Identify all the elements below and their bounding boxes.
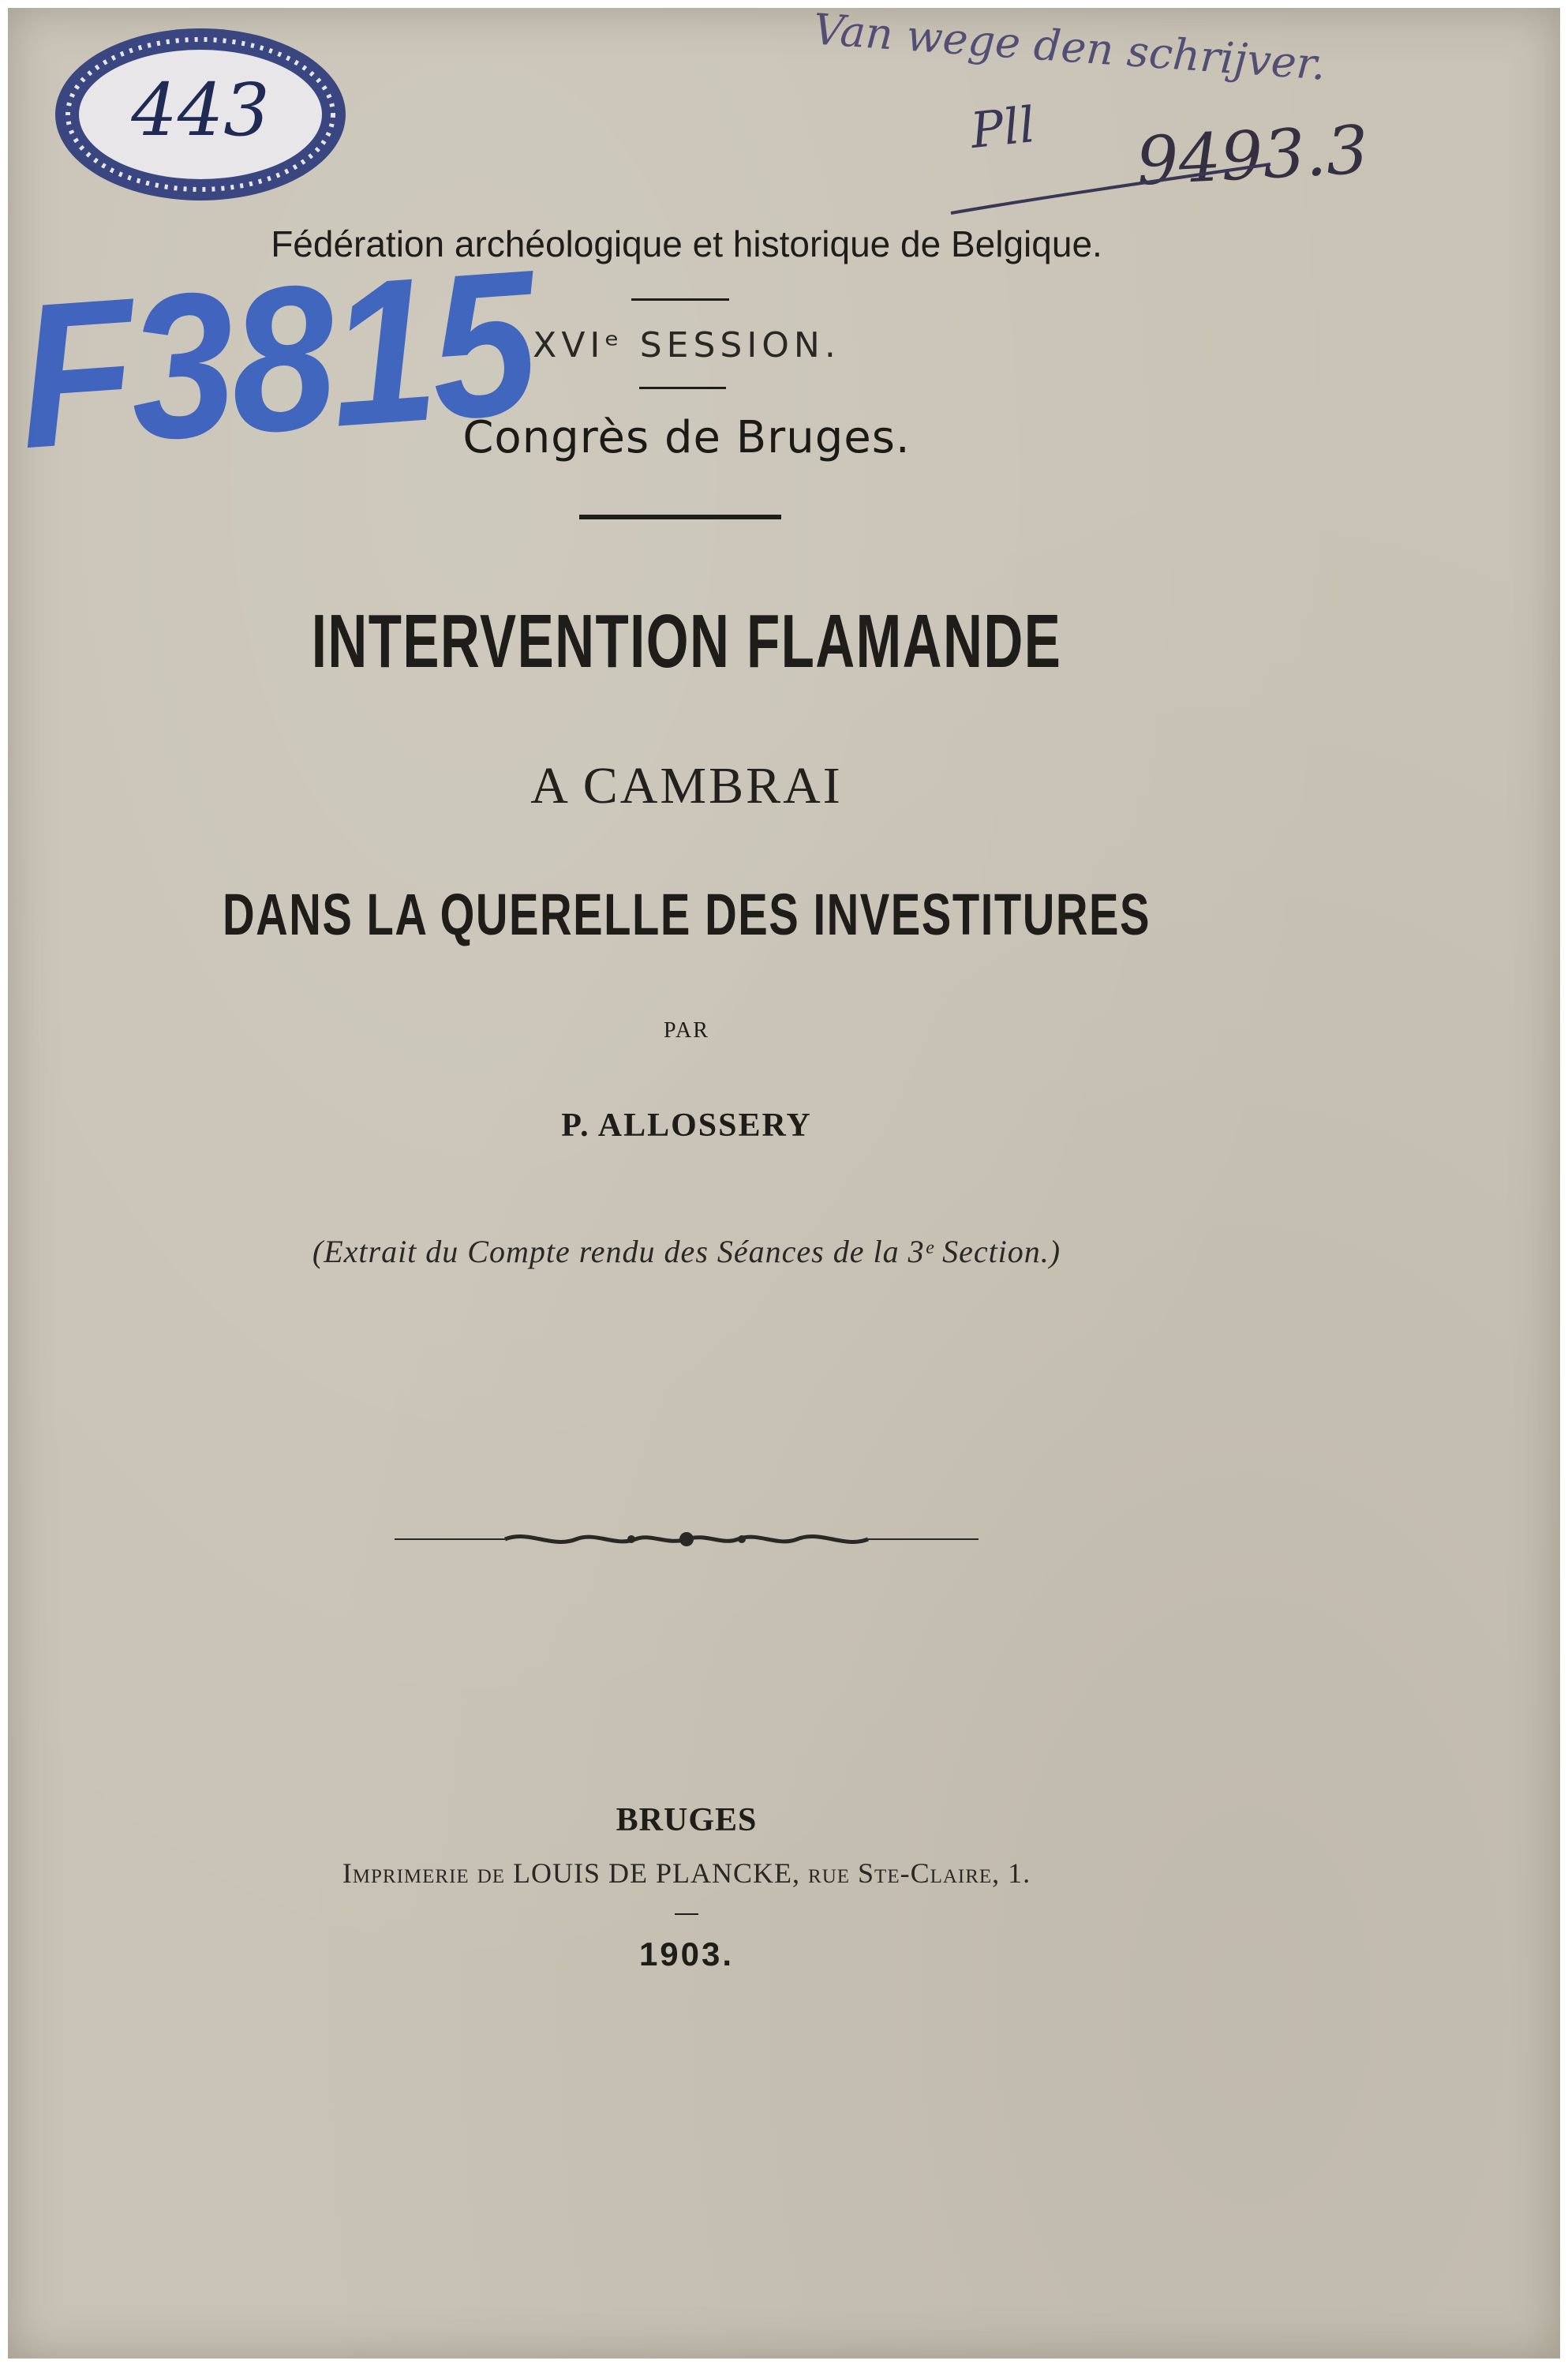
handwritten-shelf-number: 9493.3 xyxy=(1134,111,1371,200)
divider-thick xyxy=(579,515,781,519)
author-name: P. ALLOSSERY xyxy=(561,1107,812,1144)
byline-par: PAR xyxy=(664,1018,709,1043)
session-heading: XVIᵉ SESSION. xyxy=(533,325,840,365)
federation-heading: Fédération archéologique et historique de Belgique. xyxy=(271,223,1102,264)
divider-tiny xyxy=(675,1913,698,1915)
library-label xyxy=(51,24,350,205)
imprint-city: BRUGES xyxy=(616,1802,758,1838)
library-label-number: 443 xyxy=(131,68,270,152)
imprint-year: 1903. xyxy=(638,1935,735,1973)
title-line-1: INTERVENTION FLAMANDE xyxy=(311,599,1062,684)
title-line-2: A CAMBRAI xyxy=(530,757,843,815)
handwritten-underline-icon xyxy=(947,158,1278,221)
extract-note: (Extrait du Compte rendu des Séances de la 3ᵉ Section.) xyxy=(312,1234,1061,1269)
handwritten-note: Van wege den schrijver. xyxy=(811,4,1327,90)
blue-stamp-code: F3815 xyxy=(11,227,540,493)
handwritten-initials: Pll xyxy=(967,95,1038,160)
divider-short xyxy=(639,387,726,389)
divider-short xyxy=(631,298,729,301)
imprint-printer: Imprimerie de LOUIS DE PLANCKE, rue Ste-Claire, 1. xyxy=(342,1857,1031,1889)
ornament-divider-icon xyxy=(395,1516,979,1563)
title-line-3: DANS LA QUERELLE DES INVESTITURES xyxy=(222,882,1151,947)
congress-heading: Congrès de Bruges. xyxy=(462,412,911,463)
